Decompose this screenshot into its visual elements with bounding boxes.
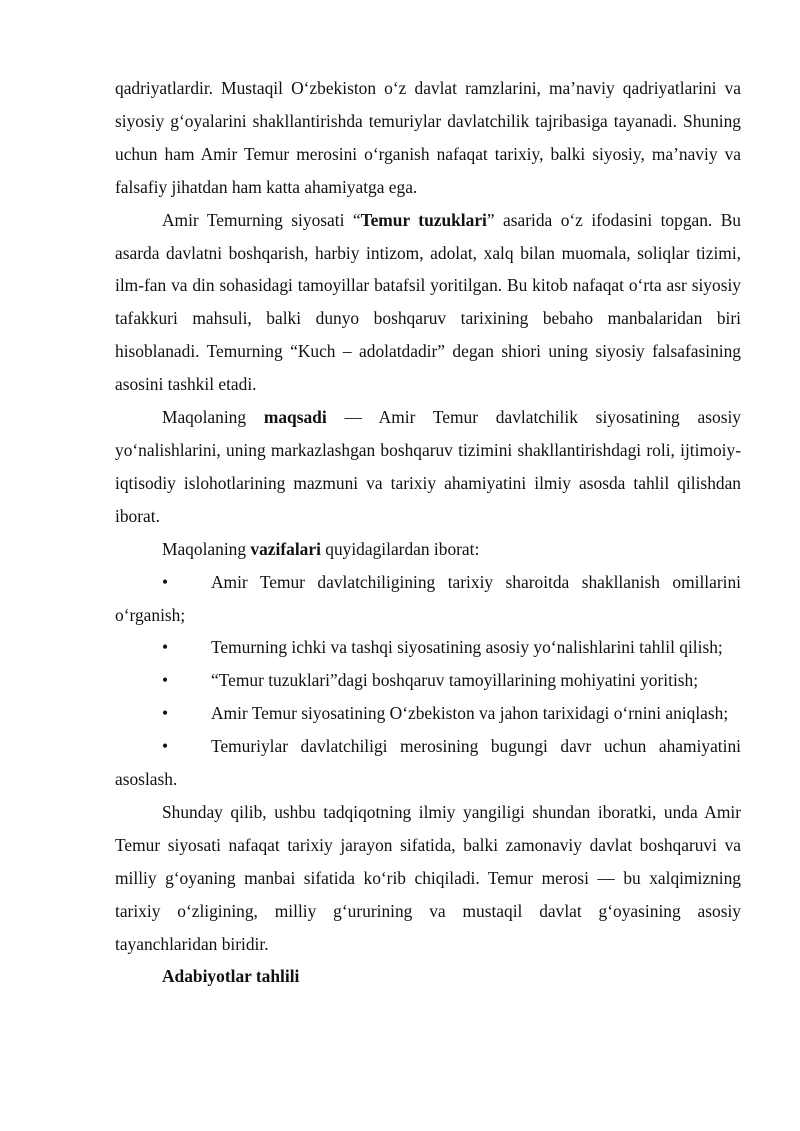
paragraph-temur-tuzuklari xyxy=(115,204,741,401)
bullet-text: Amir Temur siyosatining O‘zbekiston va jahon tarixidagi o‘rnini aniqlash; xyxy=(211,703,729,724)
bullet-icon: • xyxy=(162,571,169,592)
section-heading: Adabiyotlar tahlili xyxy=(162,966,300,987)
text-run: quyidagilardan iborat: xyxy=(320,538,480,559)
document-page xyxy=(115,72,741,993)
bullet-icon: • xyxy=(162,736,169,757)
bullet-text: Temuriylar davlatchiligi merosining bugungi davr uchun ahamiyatini asoslash. xyxy=(115,736,741,790)
bullet-icon: • xyxy=(162,703,169,724)
bullet-item xyxy=(115,631,741,664)
text-run: ” asarida o‘z ifodasini topgan. Bu asarda davlatni boshqarish, harbiy intizom, adolat, xalq bilan muomala, soliqlar tizimi, ilm-fan va din sohasidagi tamoyillar batafsil yoritilgan. Bu kitob nafaqat o‘rta asr siyosiy tafakkuri mahsuli, balki dunyo boshqaruv tarixining bebaho manbalaridan biri hisoblanadi. Temurning “Kuch – adolatdadir” degan shiori uning siyosiy falsafasining asosini tashkil etadi. xyxy=(115,209,741,395)
text-run: Maqolaning xyxy=(162,538,251,559)
bullet-icon: • xyxy=(162,670,169,691)
bold-term-vazifalari: vazifalari xyxy=(250,538,321,559)
text-run: Maqolaning xyxy=(162,407,264,428)
bullet-item xyxy=(115,566,741,632)
paragraph-vazifalari xyxy=(115,533,741,566)
text-run: Amir Temurning siyosati “ xyxy=(162,209,361,230)
bullet-item xyxy=(115,664,741,697)
bullet-item xyxy=(115,697,741,730)
paragraph-conclusion: Shunday qilib, ushbu tadqiqotning ilmiy yangiligi shundan iboratki, unda Amir Temur siyosati nafaqat tarixiy jarayon sifatida, balki zamonaviy davlat boshqaruvi va milliy g‘oyaning manbai sifatida ko‘rib chiqiladi. Temur merosi — bu xalqimizning tarixiy o‘zligining, milliy g‘ururining va mustaqil davlat g‘oyasining asosiy tayanchlaridan biridir. xyxy=(115,801,741,954)
bullet-item xyxy=(115,730,741,796)
paragraph-maqsadi xyxy=(115,401,741,533)
text-run: — Amir Temur davlatchilik siyosatining asosiy yo‘nalishlarini, uning markazlashgan boshqaruv tizimini shakllantirishdagi roli, ijtimoiy-iqtisodiy islohotlarining mazmuni va tarixiy ahamiyatini ilmiy asosda tahlil qilishdan iborat. xyxy=(115,407,742,526)
bold-term-maqsadi: maqsadi xyxy=(263,407,327,428)
bullet-icon: • xyxy=(162,637,169,658)
bold-term-temur-tuzuklari: Temur tuzuklari xyxy=(360,209,487,230)
paragraph-intro-continuation: qadriyatlardir. Mustaqil O‘zbekiston o‘z davlat ramzlarini, ma’naviy qadriyatlarini va siyosiy g‘oyalarini shakllantirishda temuriylar davlatchilik tajribasiga tayanadi. Shuning uchun ham Amir Temur merosini o‘rganish nafaqat tarixiy, balki siyosiy, ma’naviy va falsafiy jihatdan ham katta ahamiyatga ega. xyxy=(115,78,741,197)
bullet-text: Amir Temur davlatchiligining tarixiy sharoitda shakllanish omillarini o‘rganish; xyxy=(115,571,741,625)
bullet-text: Temurning ichki va tashqi siyosatining asosiy yo‘nalishlarini tahlil qilish; xyxy=(211,637,723,658)
bullet-text: “Temur tuzuklari”dagi boshqaruv tamoyillarining mohiyatini yoritish; xyxy=(211,670,699,691)
